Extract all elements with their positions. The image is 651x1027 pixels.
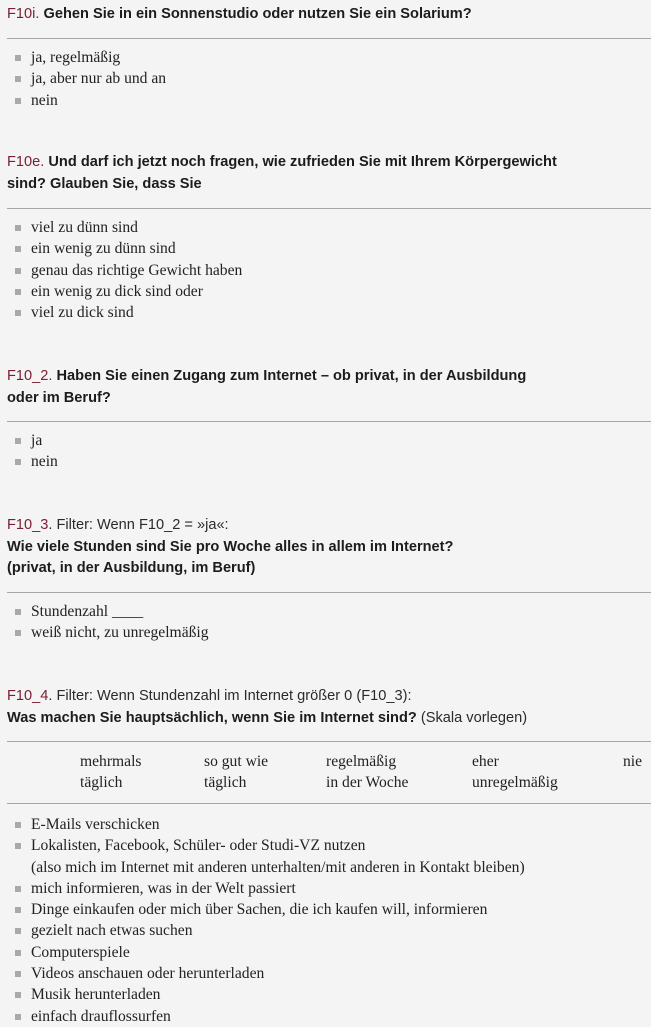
square-bullet-icon xyxy=(15,630,21,636)
square-bullet-icon xyxy=(15,609,21,615)
answer-option[interactable]: viel zu dünn sind xyxy=(15,217,651,238)
square-bullet-icon xyxy=(15,1014,21,1020)
question-id: F10_3 xyxy=(7,517,49,533)
question-note: (Skala vorlegen) xyxy=(416,709,528,726)
activity-item[interactable]: Lokalisten, Facebook, Schüler- oder Studi-VZ nutzen xyxy=(15,835,651,856)
square-bullet-icon xyxy=(15,992,21,998)
scale-label-nie: nie xyxy=(623,753,643,770)
answer-option[interactable]: genau das richtige Gewicht haben xyxy=(15,260,651,281)
square-bullet-icon xyxy=(15,268,21,274)
square-bullet-icon xyxy=(15,886,21,892)
question-f10-2 xyxy=(7,366,651,409)
answer-option[interactable]: nein xyxy=(15,90,651,111)
answer-option[interactable]: nein xyxy=(15,451,651,472)
square-bullet-icon xyxy=(15,76,21,82)
frequency-scale-header xyxy=(0,748,651,794)
divider xyxy=(7,803,651,804)
square-bullet-icon xyxy=(15,225,21,231)
answer-option[interactable]: Stundenzahl ____ xyxy=(15,601,651,622)
answer-option[interactable]: ja, aber nur ab und an xyxy=(15,68,651,89)
scale-label-regelmaessig: regelmäßig in der Woche xyxy=(326,753,409,792)
answer-options-f10-2 xyxy=(15,430,651,473)
scale-label-mehrmals-taeglich: mehrmals täglich xyxy=(80,753,142,792)
activity-item[interactable]: Musik herunterladen xyxy=(15,984,651,1005)
question-id: F10_4 xyxy=(7,688,49,704)
question-text: oder im Beruf? xyxy=(7,389,111,406)
question-id: F10e. xyxy=(7,154,45,170)
activity-item-note: (also mich im Internet mit anderen unterhalten/mit anderen in Kontakt bleiben) xyxy=(31,858,525,876)
divider xyxy=(7,592,651,593)
filter-condition: . Filter: Wenn F10_2 = »ja«: xyxy=(48,517,229,533)
question-f10-4 xyxy=(7,686,651,729)
answer-option[interactable]: ein wenig zu dick sind oder xyxy=(15,281,651,302)
answer-options-f10i xyxy=(15,47,651,111)
filter-condition: . Filter: Wenn Stundenzahl im Internet größer 0 (F10_3): xyxy=(48,688,412,704)
square-bullet-icon xyxy=(15,310,21,316)
square-bullet-icon xyxy=(15,459,21,465)
activity-item[interactable]: Computerspiele xyxy=(15,942,651,963)
square-bullet-icon xyxy=(15,950,21,956)
answer-options-f10-4 xyxy=(15,814,651,1027)
activity-item[interactable]: einfach drauflossurfen xyxy=(15,1006,651,1027)
question-text: Gehen Sie in ein Sonnenstudio oder nutzen Sie ein Solarium? xyxy=(43,6,472,22)
square-bullet-icon xyxy=(15,928,21,934)
activity-item[interactable]: mich informieren, was in der Welt passiert xyxy=(15,878,651,899)
divider xyxy=(7,741,651,742)
divider xyxy=(7,208,651,209)
question-text: Wie viele Stunden sind Sie pro Woche alles in allem im Internet? xyxy=(7,538,454,555)
question-text: sind? Glauben Sie, dass Sie xyxy=(7,175,202,192)
square-bullet-icon xyxy=(15,55,21,61)
square-bullet-icon xyxy=(15,289,21,295)
scale-label-eher-unregelmaessig: eher unregelmäßig xyxy=(472,753,558,792)
question-text: Und darf ich jetzt noch fragen, wie zufrieden Sie mit Ihrem Körpergewicht xyxy=(48,154,557,170)
answer-option[interactable]: viel zu dick sind xyxy=(15,302,651,323)
question-f10e xyxy=(7,152,651,195)
divider xyxy=(7,421,651,422)
question-text: Haben Sie einen Zugang zum Internet – ob privat, in der Ausbildung xyxy=(56,368,527,384)
question-text: Was machen Sie hauptsächlich, wenn Sie im Internet sind? xyxy=(7,709,417,726)
answer-option[interactable]: ja xyxy=(15,430,651,451)
question-id: F10_2. xyxy=(7,368,53,384)
question-text: (privat, in der Ausbildung, im Beruf) xyxy=(7,560,256,576)
square-bullet-icon xyxy=(15,843,21,849)
activity-item[interactable]: gezielt nach etwas suchen xyxy=(15,920,651,941)
square-bullet-icon xyxy=(15,438,21,444)
scale-label-so-gut-wie-taeglich: so gut wie täglich xyxy=(204,753,269,792)
answer-option[interactable]: ja, regelmäßig xyxy=(15,47,651,68)
square-bullet-icon xyxy=(15,822,21,828)
divider xyxy=(7,38,651,39)
answer-option[interactable]: ein wenig zu dünn sind xyxy=(15,238,651,259)
square-bullet-icon xyxy=(15,246,21,252)
activity-item[interactable]: E-Mails verschicken xyxy=(15,814,651,835)
answer-options-f10-3 xyxy=(15,601,651,644)
question-f10i xyxy=(7,4,651,26)
square-bullet-icon xyxy=(15,98,21,104)
answer-option[interactable]: weiß nicht, zu unregelmäßig xyxy=(15,622,651,643)
activity-item[interactable]: Dinge einkaufen oder mich über Sachen, die ich kaufen will, informieren xyxy=(15,899,651,920)
square-bullet-icon xyxy=(15,907,21,913)
question-f10-3 xyxy=(7,515,651,580)
answer-options-f10e xyxy=(15,217,651,323)
question-id: F10i. xyxy=(7,6,40,22)
square-bullet-icon xyxy=(15,971,21,977)
activity-item[interactable]: Videos anschauen oder herunterladen xyxy=(15,963,651,984)
